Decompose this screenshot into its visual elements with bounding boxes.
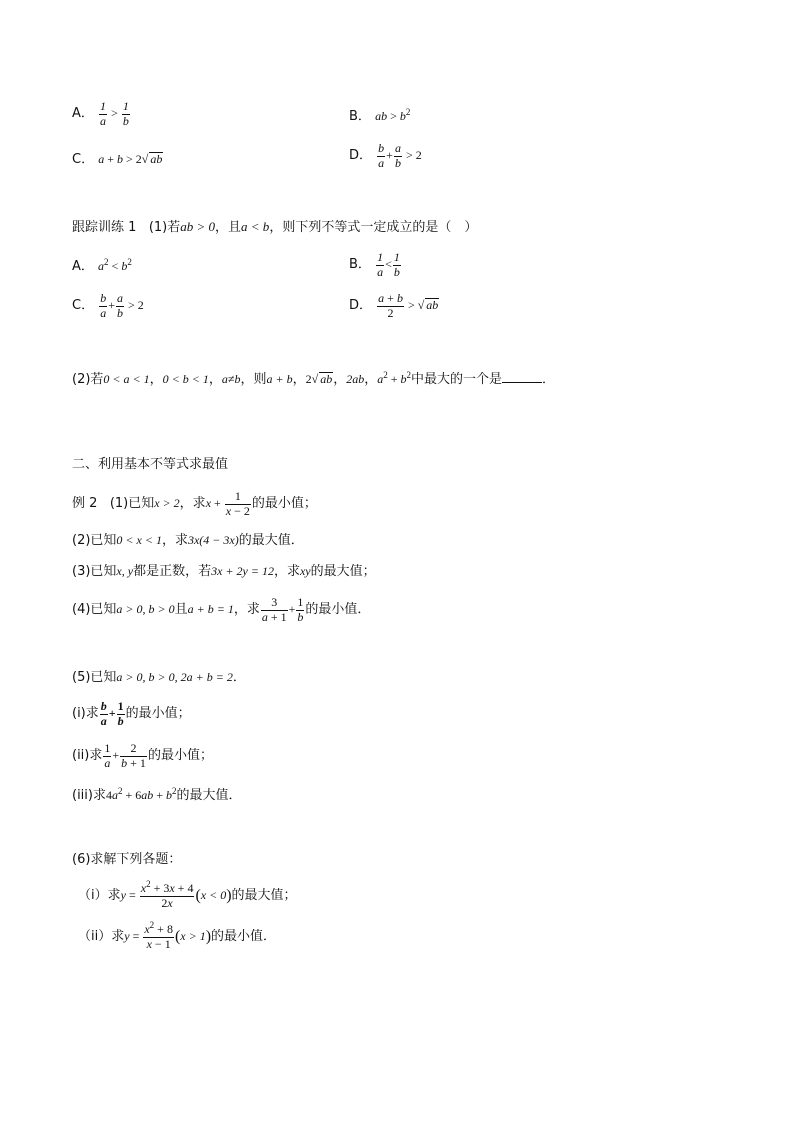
question-text: (4)已知 xyxy=(72,602,117,618)
fraction: $\frac{x^2 + 8}{x - 1}$ xyxy=(144,920,173,951)
question-text: ，求 xyxy=(161,533,188,548)
math-expression: a + b = 1 xyxy=(187,602,234,617)
question-text: （i）求 xyxy=(78,888,121,904)
track-option-d xyxy=(349,292,439,321)
question-text: (1)若 xyxy=(148,220,181,235)
domain-condition: x < 0 xyxy=(200,888,227,903)
question-text: 的最小值； xyxy=(147,748,213,764)
separator: ， xyxy=(149,372,163,387)
math-expression: a < b xyxy=(241,219,270,234)
example2-part6: (6)求解下列各题： xyxy=(72,852,182,867)
question-text: (iii)求 xyxy=(72,788,106,803)
math-expression: ab > $b^2$ xyxy=(375,107,411,123)
math-expression: 2√ ab xyxy=(305,372,333,386)
q1-option-c xyxy=(72,152,163,166)
math-expression: $\frac{b}{a}$ + $\frac{a}{b}$ > 2 xyxy=(378,141,422,170)
math-expression: 3x + 2y = 12 xyxy=(211,564,274,578)
question-text: 的最小值． xyxy=(305,602,371,618)
fraction: $\frac{a + b}{2}$ xyxy=(378,291,403,320)
fraction: $\frac{x^2 + 3x + 4}{2x}$ xyxy=(140,879,194,910)
q1-option-d xyxy=(349,142,422,171)
option-label: D． xyxy=(349,148,373,164)
section-title: 二、利用基本不等式求最值 xyxy=(72,457,229,472)
math-expression: $4a^2 + 6ab + b^2$ xyxy=(105,786,177,802)
question-text: (2)若 xyxy=(72,372,104,387)
domain-condition: x > 1 xyxy=(180,929,206,944)
math-expression: a > 0, b > 0, 2a + b = 2 xyxy=(116,670,233,684)
option-label: D． xyxy=(349,298,373,314)
answer-blank[interactable] xyxy=(502,370,542,383)
option-label: B． xyxy=(349,257,371,273)
math-expression: $\frac{3}{a + 1}$ + $\frac{1}{b}$ xyxy=(261,595,304,624)
track-option-a xyxy=(72,257,132,274)
option-label: A． xyxy=(72,259,94,274)
separator: ， xyxy=(292,372,306,387)
question-text: 的最大值． xyxy=(238,533,304,548)
fraction: $\frac{a}{b}$ xyxy=(117,291,123,320)
track-option-c xyxy=(72,292,144,321)
option-label: C． xyxy=(72,152,95,167)
fraction: $\frac{1}{b}$ xyxy=(393,250,400,279)
fraction: $\frac{1}{a}$ xyxy=(100,99,107,128)
math-expression: a≠b xyxy=(221,372,241,386)
track-option-b xyxy=(349,251,402,280)
question-text: (5)已知 xyxy=(72,670,117,685)
math-expression: $\frac{1}{a}$ + $\frac{2}{b + 1}$ xyxy=(104,741,146,770)
example2-part3 xyxy=(72,565,376,578)
option-label: C． xyxy=(72,298,95,314)
question-text: 且 xyxy=(174,602,188,618)
example2-part6-i xyxy=(78,879,297,911)
option-label: B． xyxy=(349,109,371,124)
math-expression: 0 < a < 1 xyxy=(103,372,150,386)
math-expression: 3x(4 − 3x) xyxy=(187,533,239,547)
math-expression: y = $\frac{x^2 + 3x + 4}{2x}$ (x < 0) xyxy=(120,879,232,910)
example2-part5-ii xyxy=(72,742,213,771)
math-expression: 0 < x < 1 xyxy=(116,533,162,547)
question-text: ，则 xyxy=(240,372,267,387)
math-expression: $\frac{1}{a}$ > $\frac{1}{b}$ xyxy=(100,99,129,128)
question-text: (1)已知 xyxy=(109,496,155,512)
question-text: 都是正数，若 xyxy=(133,564,212,579)
fraction: $\frac{2}{b + 1}$ xyxy=(121,741,146,770)
example2-part2 xyxy=(72,534,304,547)
q1-option-a xyxy=(72,100,131,129)
fraction: $\frac{3}{a + 1}$ xyxy=(261,595,287,624)
example2-part4 xyxy=(72,596,370,625)
track-question-heading xyxy=(72,220,477,234)
question-text: 的最大值； xyxy=(231,888,297,904)
fraction: $\frac{a}{b}$ xyxy=(394,141,401,170)
math-expression: a > 0, b > 0 xyxy=(116,602,175,617)
separator: ． xyxy=(542,372,556,387)
fraction: $\frac{b}{a}$ xyxy=(100,291,107,320)
fraction: $\frac{1}{b}$ xyxy=(297,595,304,624)
math-expression: ab > 0 xyxy=(180,219,216,234)
example2-part5 xyxy=(72,671,246,684)
question-text: ，求 xyxy=(233,602,260,618)
separator: ， xyxy=(333,372,347,387)
example2-part5-i xyxy=(72,700,191,729)
math-expression: x, y xyxy=(116,564,134,578)
math-expression: xy xyxy=(299,564,311,578)
question-text: ，且 xyxy=(215,220,242,235)
question-text: (ii)求 xyxy=(72,748,103,764)
coefficient: 2 xyxy=(305,372,312,386)
math-expression: a + b xyxy=(266,372,293,386)
question-label: 跟踪训练 1 xyxy=(72,220,137,235)
math-expression: 2ab xyxy=(346,372,365,386)
math-expression: x + $\frac{1}{x - 2}$ xyxy=(205,489,250,518)
question-text: ，求 xyxy=(179,496,206,512)
math-expression: 0 < b < 1 xyxy=(162,372,209,386)
math-expression: a + b > 2√ ab xyxy=(98,152,163,166)
q1-option-b xyxy=(349,107,411,124)
fraction: $\frac{b}{a}$ xyxy=(378,141,385,170)
example2-part6-ii xyxy=(78,920,277,952)
question-text: 中最大的一个是 xyxy=(411,372,503,387)
fraction: $\frac{1}{a}$ xyxy=(104,741,111,770)
separator: ． xyxy=(232,670,246,685)
math-expression: $\frac{b}{a}$ + $\frac{1}{b}$ xyxy=(100,699,124,728)
question-text: (3)已知 xyxy=(72,564,117,579)
fraction: $\frac{1}{b}$ xyxy=(117,699,124,728)
question-text: (2)已知 xyxy=(72,533,117,548)
math-expression: $a^2 + b^2$ xyxy=(377,370,411,386)
track-part2 xyxy=(72,370,555,386)
math-expression: $\frac{b}{a}$ + $\frac{a}{b}$ > 2 xyxy=(100,291,144,320)
example-label: 例 2 xyxy=(72,496,98,512)
question-text: ，求 xyxy=(273,564,300,579)
question-text: 的最小值． xyxy=(211,929,277,945)
math-expression: y = $\frac{x^2 + 8}{x - 1}$ (x > 1) xyxy=(124,920,212,951)
math-expression: $\frac{1}{a}$ < $\frac{1}{b}$ xyxy=(377,250,400,279)
question-text: ，则下列不等式一定成立的是（ ） xyxy=(269,220,478,235)
separator: ， xyxy=(208,372,222,387)
fraction: $\frac{1}{b}$ xyxy=(122,99,129,128)
question-text: 的最大值； xyxy=(310,564,376,579)
question-text: (i)求 xyxy=(72,706,99,722)
math-expression: x > 2 xyxy=(154,496,180,511)
question-text: （ii）求 xyxy=(78,929,125,945)
question-text: 的最大值． xyxy=(176,788,242,803)
math-expression: $a^2 < b^2$ xyxy=(98,257,132,273)
math-expression: $\frac{a + b}{2}$ > √ ab xyxy=(378,291,439,320)
fraction: $\frac{1}{x - 2}$ xyxy=(225,489,250,518)
example2-part5-iii xyxy=(72,786,242,803)
option-label: A． xyxy=(72,106,94,122)
question-text: 的最小值； xyxy=(251,496,317,512)
separator: ， xyxy=(364,372,378,387)
fraction: $\frac{b}{a}$ xyxy=(100,699,107,728)
question-text: 的最小值； xyxy=(125,706,191,722)
example2-part1 xyxy=(72,490,317,519)
fraction: $\frac{1}{a}$ xyxy=(377,250,384,279)
